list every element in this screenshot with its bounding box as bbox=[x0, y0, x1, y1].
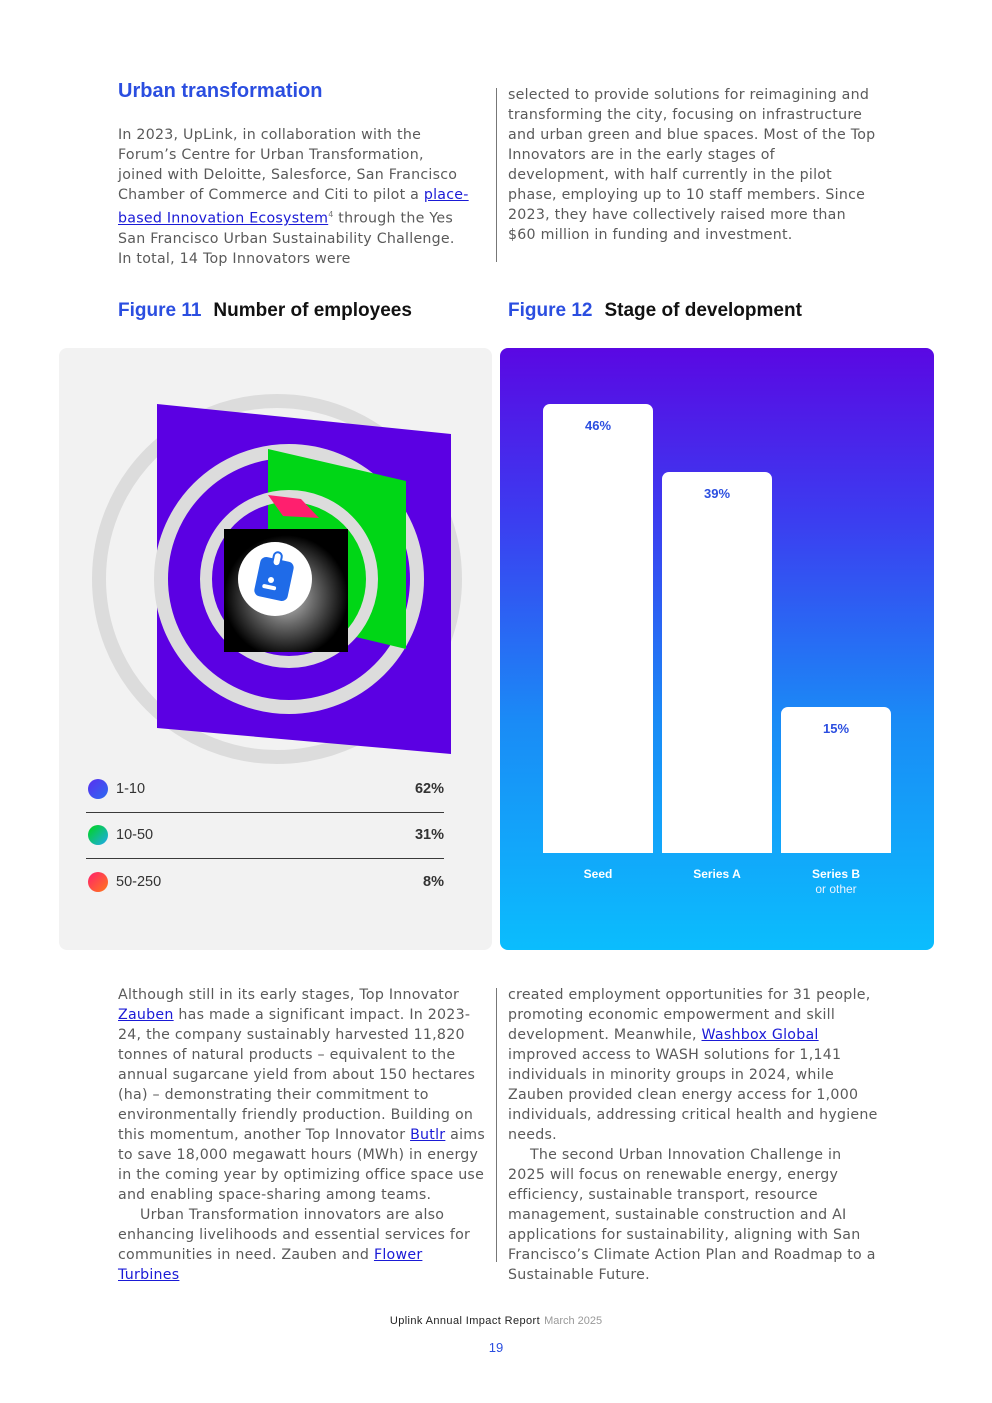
legend-value: 31% bbox=[414, 827, 444, 843]
body-left-paragraph: Although still in its early stages, Top Innovator Zauben has made a significant impact. In 2023-24, the company sustainably harvested 11,820 tonnes of natural products – equivalent to the annual sugarcane yield from about 150 hectares (ha) – demonstrating their commitment to environmentally friendly production. Building on this momentum, another Top Innovator Butlr aims to save 18,000 megawatt hours (MWh) in energy in the coming year by optimizing office space use and enabling space-sharing among teams. Urban Transformation innovators are also enhancing livelihoods and essential services for communities in need. Zauben and Flower Turbines bbox=[118, 987, 485, 1283]
figure-11-title: Figure 11 Number of employees bbox=[118, 300, 412, 321]
intro-right-paragraph: selected to provide solutions for reimagining and transforming the city, focusing on infrastructure and urban green and blue spaces. Most of the Top Innovators are in the early stages of development, with half currently in the pilot phase, employing up to 10 staff members. Since 2023, they have collectively raised more than $60 million in funding and investment. bbox=[508, 87, 876, 243]
bar-value-label: 46% bbox=[584, 418, 612, 433]
bar-series-a bbox=[662, 472, 772, 853]
report-date: March 2025 bbox=[544, 1315, 603, 1327]
column-divider bbox=[496, 988, 497, 1262]
legend-value: 8% bbox=[423, 874, 444, 890]
footer bbox=[0, 1315, 992, 1327]
flower-turbines-link[interactable]: Flower Turbines bbox=[118, 1247, 423, 1283]
footnote-marker: 4 bbox=[328, 210, 334, 219]
legend-label: 50-250 bbox=[116, 874, 162, 890]
washbox-global-link[interactable]: Washbox Global bbox=[701, 1027, 819, 1043]
employees-donut-chart bbox=[59, 348, 492, 768]
stage-bar-chart bbox=[500, 348, 934, 950]
legend-item-50-250 bbox=[86, 859, 444, 905]
category-sublabel: or other bbox=[815, 882, 857, 896]
legend-item-1-10 bbox=[86, 766, 444, 813]
body-right-paragraph: created employment opportunities for 31 people, promoting economic empowerment and skill development. Meanwhile, Washbox Global improved access to WASH solutions for 1,141 individuals in minority groups in 2024, while Zauben provided clean energy access for 1,000 individuals, addressing critical health and hygiene needs. The second Urban Innovation Challenge in 2025 will focus on renewable energy, energy efficiency, sustainable transport, resource management, sustainable construction and AI applications for sustainability, aligning with San Francisco’s Climate Action Plan and Roadmap to a Sustainable Future. bbox=[508, 987, 878, 1283]
intro-left-paragraph: In 2023, UpLink, in collaboration with the Forum’s Centre for Urban Transformation, joined with Deloitte, Salesforce, San Francisco Chamber of Commerce and Citi to pilot a place-based Innovation Ecosystem$^4$ through the Yes San Francisco Urban Sustainability Challenge. In total, 14 Top Innovators were bbox=[118, 127, 469, 267]
bar-value-label: 15% bbox=[822, 720, 850, 736]
bar-seed bbox=[543, 404, 653, 853]
category-label: Series B or other bbox=[781, 867, 891, 897]
page-number: 19 bbox=[488, 1340, 504, 1355]
legend-label: 1-10 bbox=[116, 781, 146, 797]
butlr-link[interactable]: Butlr bbox=[410, 1127, 446, 1143]
legend-value: 62% bbox=[414, 781, 444, 797]
stage-chart-panel bbox=[500, 348, 934, 950]
category-label: Seed bbox=[583, 867, 613, 881]
legend-swatch bbox=[88, 825, 108, 845]
legend-label: 10-50 bbox=[116, 827, 154, 843]
legend-item-10-50 bbox=[86, 812, 444, 859]
legend-swatch bbox=[88, 779, 108, 799]
column-divider bbox=[496, 88, 497, 262]
figure-11-number: Figure 11 bbox=[118, 300, 202, 321]
innovation-ecosystem-link[interactable]: place-based Innovation Ecosystem bbox=[118, 187, 469, 227]
legend-swatch bbox=[88, 872, 108, 892]
figure-12-number: Figure 12 bbox=[508, 300, 593, 321]
bar-series-b bbox=[781, 707, 891, 853]
section-title: Urban transformation bbox=[118, 80, 323, 102]
category-label: Series A bbox=[693, 867, 741, 881]
figure-12-title: Figure 12 Stage of development bbox=[508, 300, 802, 321]
bar-value-label: 39% bbox=[703, 486, 731, 502]
report-name: Uplink Annual Impact Report bbox=[389, 1315, 541, 1327]
zauben-link[interactable]: Zauben bbox=[118, 1007, 174, 1023]
